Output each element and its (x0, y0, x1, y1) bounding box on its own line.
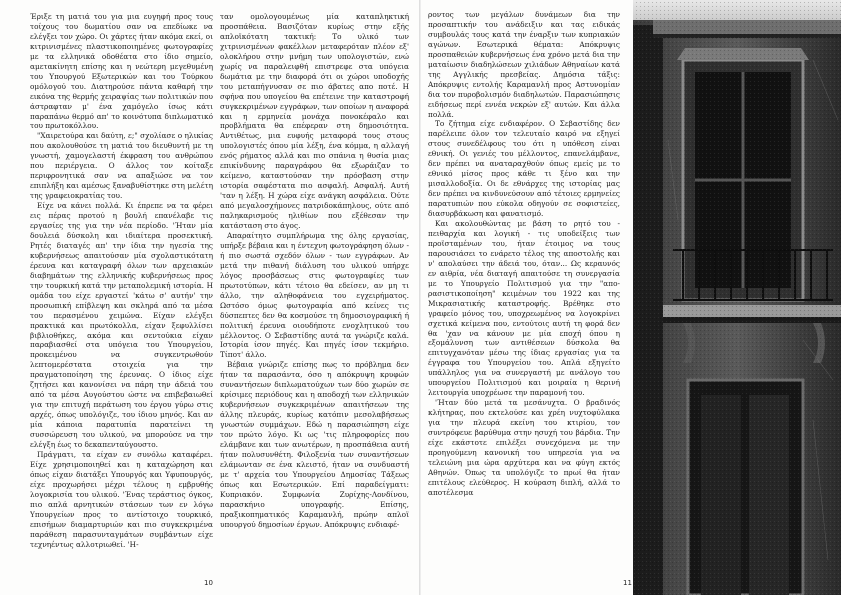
paragraph: Απαραίτητο συμπλήρωμα της όλης εργασίας, υπήρξε βέβαια και η έντεχνη φωτογράφηση όλων - ή πιο σωστά σχεδόν όλων - των εγγράφων. Αν μετά την πιθανή διάλυση του υλικού υπήρχε λόγος προσβάσεως στις φωτογραφίες των πρωτοτύπων, κάτι τέτοιο θα εδείσεν, αν μη τι άλλο, την αληθοφάνεια του εγχειρήματος. Ωστόσο όμως φωτογραφία από κείνες τις δύσπεπτες δεν θα κοσμούσε τη δημοσιογραφική ή πολιτική έρευνα οιουδήποτε ενοχλητικού του μέλλοντος. Ο Σεβαστίδης αυτά τα γνώριζε καλά. Ιστορία ίσον πηγές. Και πηγές ίσον τεκμήριο. Τίποτ' άλλο. (220, 230, 409, 360)
text-column-right-page (428, 10, 620, 582)
paragraph: Είχε να κάνει πολλά. Κι έπρεπε να τα φέρει εις πέρας προτού η βουλή επανέλαβε τις εργασίες της για την νέα περίοδο. 'Ήταν μία δουλειά δύσκολη και ιδιαίτερα προσεκτική. Ρητές διαταγές απ' την ίδια την ηγεσία της κυβερνήσεως απαιτούσαν μία σχολαστικότατη έρευνα και καταγραφή όλων των αρχειακών διαβημάτων της ελληνικής κυβερνήσεως προς την τουρκική κατά την μεταπολεμική ιστορία. Η ομάδα του είχε εργαστεί 'κάτω σ' αυτήν' την προσωπική επίβλεψη και σκληρά από τα μέσα του περασμένου χειμώνα. Είχαν ελέγξει πρακτικά και πρωτόκολλα, είχαν ξεφυλλίσει βιβλιοθήκες, ακόμα και σεντούκια είχαν παραβιασθεί στα υπόγεια του Υπουργείου, προκειμένου να συγκεντρωθούν λεπτομερέστατα στοιχεία για την πραγματοποίηση της έρευνας. Ο ίδιος είχε ζητήσει και κανονίσει να πάρη την άδειά του από τα μέσα Αυγούστου ώστε να επιβεβαιωθεί για την επιτυχή περάτωση του έργου γύρω στις αρχές, όπως υπολόγιζε, του ίδιου μηνός. Και αν μία κάποια παρατυπία παρατείνει τη συσσώρευση του υλικού, να μπορούσε να την ελέγξη έως το δεκαπενταύγουστο. (30, 201, 213, 449)
paragraph: Το ζήτημα είχε ενδιαφέρον. Ο Σεβαστίδης δεν παρέλειπε όλον τον τελευταίο καιρό να εξηγεί στους συνεδέλφους του ότι η υπόθεση είναι εθνική. Οι γενιές του μέλλοντος, επανελάμβανε, δεν πρέπει να αναταραχθούν όπως εμείς με το εθνικό μίσος προς κάθε τι ξένο και την μισαλλοδοξία. Οι δε εθνάρχες της ιστορίας μας δεν πρέπει να κινδυνεύσουν από τέτοιες ερμηνείες παρατυπιών που εύκολα οδηγούν σε σοφιστείες, διασυρβάκωση και φανατισμό. (428, 119, 620, 219)
paragraph: Βέβαια γνώριζε επίσης πως το πρόβλημα δεν ήταν τα παρασάντα, όσο η απόκρυψη κρυφών συναντήσεων διπλωματούχων των δύο χωρών σε κρίσιμες περιόδους και η αποδοχή των ελληνικών κυβερνήσεων συγκεκριμένων απαιτήσεων της άλλης πλευράς, κυρίως κατόπιν μεσολαβήσεως γνωστών συμμάχων. Εδώ η παρασιώπηση είχε τον πρώτο λόγο. Κι ως 'τις πληροφορίες που ελάμβανε και των ανωτέρων, η προσπάθεια αυτή ήταν πολυσυνθέτη. Φιλοξενία των συναντήσεων ελάμωνταν σε ένα κλειστό, ήταν να συνδυαστή με τ' αρχεία του Υπουργείου Δημοσίας Τάξεως όπως και Εσωτερικών. Επί παραδείγματι: Κυπριακόν. Συμφωνία Ζυρίχης-Λονδίνου, παρασκήνιο υπογραφής. Επίσης, πραξικοπηματικός Καραμανλή, πρώην απλοϊ υπουργού δημοσίων έργων. Απόκρυψις ενδιαφέ- (220, 360, 409, 529)
paragraph: "Χαιρετούρα και δαύτη, ε;" σχολίασε ο ηλικίας που ακολουθούσε τη ματιά του διευθυντή με τη γνωστή, χαμογελαστή έκφραση του ανθρώπου που περιέργεια. Ο άλλος τον κοίταξε περιφρονητικά σαν να απαξιώσε να τον επιπλήξη και αμέσως ξαναβυθίστηκε στη μελέτη της γραφειοκρατίας του. (30, 131, 213, 201)
text-column-left-page-2 (220, 12, 409, 580)
paragraph: Και ακολουθώντας με βάση το ρητό του - πειθαρχία και λογική - τις υποδείξεις των προϊσταμένων του, ήταν έτοιμος να τους παρουσιάσει το ενάρετο τέλος της αποστολής και ν' απολαύσει την άδειά του, όταν... Ως κεραυνός εν αιθρία, νέα διαταγή απαιτούσε τη συνεργασία με το Υπουργείο Πολιτισμού για την "απο-ρασιστικοποίηση" κειμένων του 1922 και της Μικρασιατικής καταστροφής. Βρέθηκε στο γραφείο μόνος του, υποχρεωμένος να λογοκρίνει σχετικά κείμενα που, εντούτοις αυτή τη φορά δεν θα 'χαν να κάνουν με μία εποχή όπου η εξομάλυνση των αντιθέσεων δύσκολα θα επιτυγχανόταν μέσω της ίδιας εργασίας για τα έγγραφα του Υπουργείου του. Απλά εξηγείτο υπάλληλος για να συνεργαστή με ανάλογο του υπουργείου Πολιτισμού και μοιραία η θερινή λειτουργία υποχρέωσε την παραμονή του. (428, 219, 620, 398)
paragraph: ροντος των μεγάλων δυνάμεων δια την προσαπτικήν του ανάδειξιν και τας ειδικάς συμβουλάς τους κατά την έναρξιν των κυπριακών αγώνων. Εσωτερικά θέματα: Απόκρυψις προσπαθειών κυβερνήσεως ένα χρόνο μετά δια την ματαίωσιν διαδηλώσεων χιλιάδων Αθηναίων κατά της Αγγλικής πρεσβείας. Δημόσια τάξις: Απόκρυψις εντολής Καραμανλή προς Αστυνομίαν δια τον πυροβολισμόν διαδηλωτών. Παρασιώπησις ειδήσεως περί εννέα νεκρών εξ' αυτών. Και άλλα πολλά. (428, 10, 620, 119)
paragraph: 'Ήταν δύο μετά τα μεσάνυχτα. Ο βραδινός κλήτηρας, που εκτελούσε και χρέη νυχτοφύλακα για την πλευρά εκείνη του κτιρίου, τον συντρόφευε βαρύθυμα στην ησυχή του βάρδια. Την είχε εκάστοτε επιλέξει συνεχόμενα με την προηγούμενη κανονική του υπηρεσία για να τελειώνη μια ώρα αρχύτερα και να φύγη εκτός Αθηνών. Όπως τα υπολόγιζε το πρωί θα ήταν επιτέλους ελεύθερος. Η κούραση διπλή, αλλά το αποτέλεσμα (428, 398, 620, 497)
building-photo (633, 0, 841, 595)
text-column-left-page-1 (30, 12, 213, 580)
photo-building-facade-icon (633, 0, 841, 595)
paragraph: ταν ομολογουμένως μία καταπληκτική προσπάθεια. Βασιζόταν κυρίως στην εξής απλοϊκότατη τακτική: Το υλικό των χιτρινισμένων φακέλλων μεταφερόταν πλέον εξ' ολοκλήρου στην μνήμη των υπολογιστών, ενώ χωρίς να παραλειφθή επιστρεφε στα υπόγεια δωμάτια με την διαφορά ότι οι χώροι υποδοχής του μεταπήγνυσαν σε πιο άβατες απο ποτέ. Η σφήνα που υπογείου θα επέτεινε την καταστροφή συγκεκριμένων εγγράφων, των οποίων η αναφορά και η ερμηνεία μονάχα πονοκέφαλο και προβλήματα θα επέφεραν στη δημοσιότητα. Αντιθέτως, μια ευφυής μεταφορά τους στους υπολογιστές όπου μία λέξη, ένα κόμμα, η αλλαγή ενός ρήματος αλλά και πιο σπάνια η θυσία μιας επικίνδυνης παραγράφου θα εξωράιζαν το κείμενο, καταστούσαν την πρόσβαση στην ιστορία σαφέστατα πιο ασφαλή. Ασφαλή. Αυτή 'ταν η λέξη. Η χώρα είχε ανάγκη ασφάλεια. Όύτε από μεγαλοσχήμονες πατριδοκάπηλους, ούτε από παληκαρισμούς ηλιθίων που εξέθεσαν την κατάσταση στο άγος. (220, 12, 409, 231)
page-number-right: 11 (623, 579, 632, 587)
page-gutter (419, 0, 421, 595)
paragraph: Έριξε τη ματιά του για μια ευγηφή προς τους τοίχους του δωματίου σαν να επεδίωκε να ελέγξει τον χώρο. Οι χάρτες ήταν ακόμα εκεί, οι κιτρινισμένες πλαστικοποιημένες φωτογραφίες με τα ελληνικά οδοθέατα στο ίδιο σημείο, αμετακίνητη επίσης και η νεώτερη μεγεθυμένη του Υπουργού Εξωτερικών και του Τούρκου ομόλογού του. Διατηρούσε πάντα καθαρή την εικόνα της θερμής χειραψίας των πολιτικών που άστραφταν μ' ένα χαμόγελο ίσως κάτι παραπάνω θερμό απ' το κοινότυπα διπλωματικό του πρωτοκόλλου. (30, 12, 213, 131)
paragraph: Πράγματι, τα είχαν εν συνόλω καταφέρει. Είχε χρησιμοποιηθεί και η καταχώρηση και όπως είχαν διατάξει Υπουργός και Υφυπουργός, είχε προχωρήσει μέχρι τέλους η εμβρυθής λογοκρισία του υλικού. 'Ένας τεράστιος όγκος, πιο απλά αρνητικών στάσεων των εν λόγω Υπουργείων προς το αντίστοιχο τουρκικό, επισήμων διαμαρτυριών και πιο συγκεκριμένα παράθεση παρασυνταγμάτων συμβάντων είχε τεχνηέντως αλλοτριωθεί. 'Η- (30, 449, 213, 549)
page-number-left: 10 (204, 579, 213, 587)
